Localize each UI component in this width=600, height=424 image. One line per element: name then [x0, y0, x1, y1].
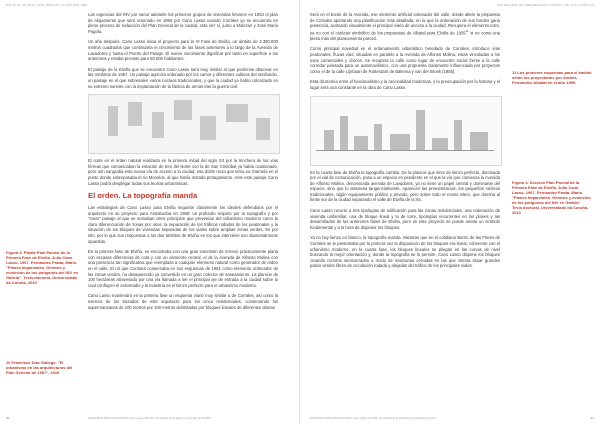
figure-4-caption: Figura 4. Sección Plan Parcial de la Primera Fase de Elviña. Julio Cano Lasso. 1967. Fernández Prada, Mario. "Planes Imparciales. Génesis y evolución de los polígonos del INV en Galicia". Tesis doctoral, Universidade da Coruña, 2010: [512, 180, 591, 215]
paragraph: Cano Lasso recurre a tres tipologías de edificación para las zonas residenciales, una ordenación de vivienda unifamiliar, una de bloque lineal y la de torre, tipologías recurrentes en los planes y las desarrollados de las anteriores fases de Elviña, pero en este proyecto se puede anotar un símbolo fundamental y a la hora de disponer los bloques.: [310, 208, 500, 230]
footnote-10: 10 Francisco Díaz Gallego. "El urbanismo en las arquitecturas del Plan General de 1967", 2019: [6, 360, 73, 375]
footer-left: FRANCISCO DÍAZ DIAZ ALONSO: Cano Lasso y El Pilar. Un análisis de su lugar en el Campo-de El 1955: [88, 417, 211, 420]
paragraph: El corte en el orden natural realizado en la primera mitad del siglo XX por la trinchera de las vías férreas que comunicaban la estación de tren del Norte con la de San Cristóbal ya había ocasionado, pero aún sangraba esta nueva vía de acceso a la ciudad, esa doble recta que tenía su charnela en el punto donde sobrepasaba el río Monelos, al que había restado protagonismo. Ante este paisaje Cano Lasso podrá desplegar todas sus teorías urbanísticas.: [88, 158, 278, 186]
paragraph: Cano Lasso mantendrá en la primera fase un esquema viario muy similar a de Corrales, así como la esencia de los trazados de este arquitecto para los cinco residenciales, conservando los supermanzanas de 100 metros por 100 metros delimitadas por bloques lineales de diferentes alturas: [88, 293, 278, 310]
paragraph: En la primera fase de Elviña, se encontraba con una gran extensión de terreno prácticamente plana con escasas diferencias de cota y con un elemento central, el de la Avenida de Alfonso Molina con una presencia tan significativa que reemplaza a cualquier elemento natural como generador de orden en el valle. El rol que Corrales conservaba en sus esquemas de 1961 como elemento ordenador de las zonas verdes, ha desaparecido ya convertido en un gran colector de saneamiento. La planicie de 100 hectáreas atravesada por una vía llamada a ser el principal eje de entrada a la ciudad sobre la cual confluyen el extrarradio y la industria es el lienzo perfecto para el urbanismo moderno.: [88, 249, 278, 288]
plan-block: [174, 100, 192, 120]
running-head-right: DOS DÉCADAS DE URBANISMO EN A CORUÑA | Ndp LOS 13 AÑOS 05: [496, 4, 594, 7]
footnote-11: 11 Los primeros esquemas para el ámbito serán los proyectados por Andrés Fernández-Albalat en el año 1959.: [512, 70, 592, 85]
plan-block: [256, 118, 270, 140]
paragraph: El paisaje de la Elviña que se encuentra Cano Lasso será muy similar al que podemos observar en las ortofotos de 1957. Un paisaje agrícola ordenado por los carros y diferentes cultivos del minifundio, un paisaje en el que sobresalen varios núcleos tradicionales, y que la ciudad ya había colonizado en su extremo sureste con la implantación de la fábrica de armas tras la guerra civil.: [88, 66, 278, 89]
left-main-column: [88, 12, 278, 315]
section-building: [354, 136, 368, 150]
paragraph: Como principal novedad en el ordenamiento urbanístico heredado de Corrales, introduce vías peatonales, fluvas vías, situadas en paralelo a la Avenida de Alfonso Molina, estas vinculadas a los usos comerciales y cívicos. Se recupera la calle como lugar de encuentro social frente a la calle corredor pensada para un automovilístico, con una propuesta claramente influenciada por proyectos como el de la calle Lijnbaan de Rotterdam de Bakema y van der Broek (1955).: [310, 46, 500, 74]
plan-block: [108, 106, 118, 136]
footer-right: FRANCISCO DÍAZ DIAZ GALLEGO: Cano Lasso y El Pilar. Un análisis de la ciudad entre municipal por 1970: [310, 417, 436, 420]
figure-4-image: [310, 96, 502, 166]
plan-block: [128, 102, 142, 126]
right-main-column: [310, 12, 500, 274]
page-number-left: 60: [6, 416, 10, 420]
plan-block: [200, 116, 216, 140]
plan-block: [226, 104, 248, 122]
paragraph-text: Será en el borde de la Avenida, ese elemento artificial ordenador del valle, donde altere la propuesta de Corrales aportando una planificación más detallada, en la que la ordenación de sus bordes gana presencia, acotando visualmente el principal viario de acceso a la ciudad. Recupera el elemento torre, ya no con el carácter simbólico de los propuestas de Albatal para Elviña de 1959: [310, 12, 500, 36]
page-number-right: 61: [590, 416, 594, 420]
figure-4: [310, 96, 500, 166]
paragraph: En la cuarta fase de Elviña la topografía cambia. De la planicie que sirve de lienzo perfecto, dominada por el vial de comunicación, pasa a un espacio en pendiente en el que la vía que comienza la Avenida de Alfonso Molina, denominada avenida de Lavadores, ya no tiene un papel central y dominante del espacio, sino que lo atraviesa tangencialmente. Aparecen las preexistencias, los pequeños núcleos tradicionales, algún equipamiento público y privado, pero sobre todo el monte Mero, que domina al límite sur de la ciudad separando el valle de Elviña de la ría.: [310, 169, 500, 203]
section-building: [374, 124, 382, 150]
paragraph: Esta dicotomía entre el funcionalismo y la racionalidad modernas, y la preocupación por la historia y el lugar será una constante en la obra de Cano Lasso.: [310, 79, 500, 90]
ground-line: [316, 150, 494, 151]
section-building: [324, 130, 334, 150]
figure-3-caption: Figura 3. Planta Plan Parcial de la Primera Fase de Elviña. Julio Cano Lasso. 1967. Fernández Prada, Mario. "Planes Imparciales. Génesis y evolución de los polígonos del INV en Galicia". Tesis doctoral, Universidade da Coruña, 2010: [6, 250, 79, 285]
paragraph: Las urgencias del INV por sacar adelante los primeros grupos de viviendas llevaron en 1953 el plan de Alojamiento que será retomado en 1966 por Cano Lasso cuando Corrales ya se encuentra en pleno proceso de redacción del Plan General de la ciudad, esta vez sí, junto a Molezún y José María Pagola.: [88, 12, 278, 34]
paragraph: Ya no hay lienzo en blanco, la topografía manda. Mientras que en el cotidiano Barrio de las Flores de Corrales se le presentaba por la primera vez la disposición de los bloques era lineal, coherente con el urbanismo moderno, en la cuarta fase, los bloques lineales se pliegan en las curvas de nivel buscando la mejor orientación y, donde la topografía se lo permite, Cano Lasso dispone los bloques creando recintos semicerrados a modo de manzanas cerradas en las que intenta situar grandes patios verdes libres de circulación rodada y alejadas del tráfico de los principales viales.: [310, 235, 500, 269]
paragraph: Un año después, Cano Lasso inicia el proyecto para la 4ª Fase de Elviña, un ámbito de 2.390.000 metros cuadrados que continuaría el crecimiento de las fases anteriores a lo largo de la Avenida de Lavadores y hasta el Puerto del Pasaje. El nuevo crecimiento dignificar por tanto en superficie a los anteriores y estaba previsto para 50.000 habitantes.: [88, 39, 278, 62]
plan-block: [152, 112, 164, 138]
section-building: [470, 132, 488, 150]
section-building: [454, 120, 462, 150]
section-building: [340, 116, 348, 150]
section-building: [390, 134, 410, 150]
right-page: [300, 0, 600, 424]
figure-3: [88, 94, 278, 154]
paragraph: [310, 12, 500, 41]
paragraph-text: si no como una pieza más del planeamiento parcial.: [310, 30, 500, 41]
paragraph: Las estrategias de Cano Lasso para Elviña seguirán claramente los ideales defendidos por el arquitecto en su proyecto para Astrabudúa en 1959: un profundo respeto por la topografía y por "crear" paisaje al que se sumaban otros principios que provenían del urbanismo moderno como la clara diferenciación de zonas por usos, la separación de los tráficos rodados de los peatonales y la situación de los bloques de viviendas separadas de los viales sobre amplias zonas verdes. Es por ello, por lo que sus respuestas a los dos ámbitos de Elviña en los que interviene son diametralmente opuestas.: [88, 205, 278, 244]
section-building: [416, 110, 425, 150]
running-head-left: BAC Nº 19, Año 2018 | ISSN 1889-9781 | E-ISSN 2659-1998: [6, 4, 88, 7]
footnote-ref[interactable]: 11: [465, 28, 469, 33]
section-title: El orden. La topografía manda: [88, 191, 198, 201]
section-building: [432, 138, 448, 150]
